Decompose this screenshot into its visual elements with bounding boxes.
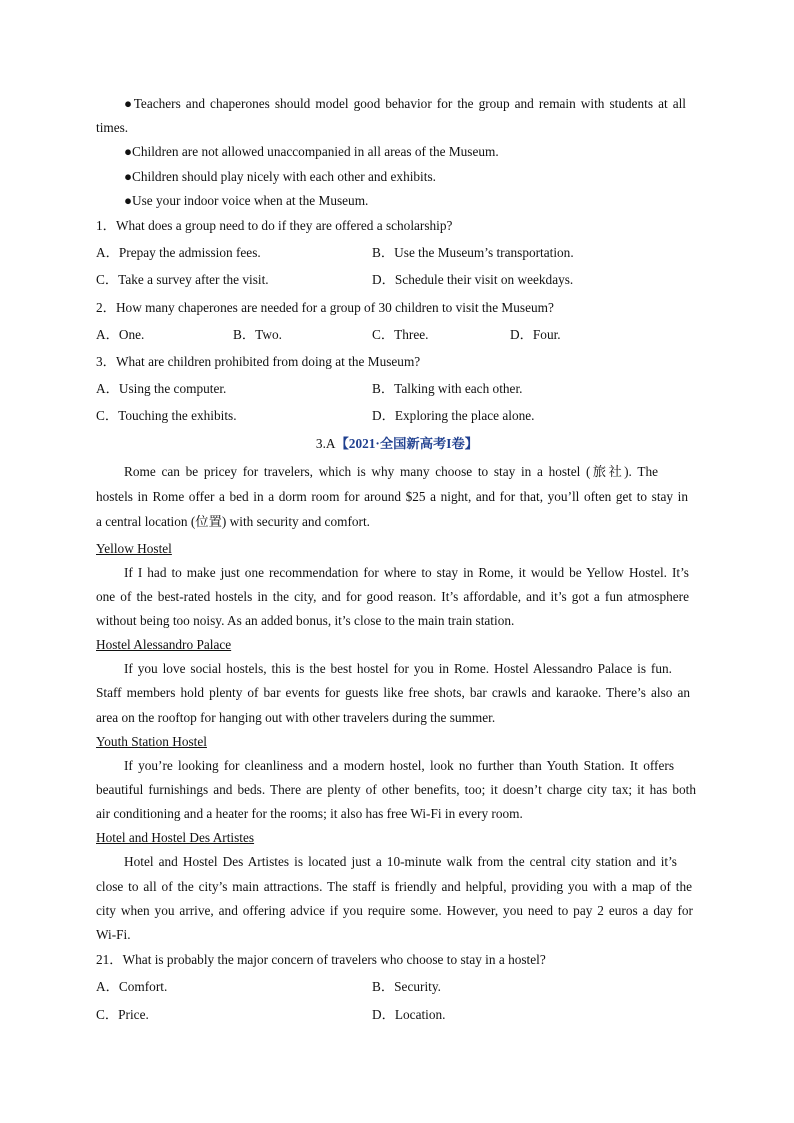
hostel-3-line-3: air conditioning and a heater for the rooms; it also has free Wi-Fi in every room. <box>96 806 523 821</box>
rule-line-4: ●Use your indoor voice when at the Museum. <box>124 193 369 208</box>
rule-line-3: ●Children should play nicely with each other and exhibits. <box>124 169 436 184</box>
question-2-stem: 2．How many chaperones are needed for a group of 30 children to visit the Museum? <box>96 300 554 315</box>
hostel-4-line-2: close to all of the city’s main attractions. The staff is friendly and helpful, providing you with a map of the <box>96 879 692 894</box>
rule-line-2: ●Children are not allowed unaccompanied in all areas of the Museum. <box>124 144 499 159</box>
question-2-option-c: C．Three. <box>372 327 429 342</box>
section-source-tag: 【2021·全国新高考I卷】 <box>335 436 479 451</box>
question-21-option-b: B．Security. <box>372 979 441 994</box>
hostel-4-line-3: city when you arrive, and offering advice if you require some. However, you need to pay 2 euros a day for <box>96 903 693 918</box>
hostel-1-line-3: without being too noisy. As an added bonus, it’s close to the main train station. <box>96 613 515 628</box>
question-1-option-c: C．Take a survey after the visit. <box>96 272 269 287</box>
question-3-option-d: D．Exploring the place alone. <box>372 408 535 423</box>
hostel-4-title: Hotel and Hostel Des Artistes <box>96 830 255 845</box>
hostel-3-title: Youth Station Hostel <box>96 734 207 749</box>
intro-line-2: hostels in Rome offer a bed in a dorm room for around $25 a night, and for that, you’ll often get to stay in <box>96 489 688 504</box>
question-21-stem: 21．What is probably the major concern of travelers who choose to stay in a hostel? <box>96 952 546 967</box>
hostel-3-line-2: beautiful furnishings and beds. There are plenty of other benefits, too; it doesn’t charge city tax; it has both <box>96 782 696 797</box>
question-1-stem: 1．What does a group need to do if they are offered a scholarship? <box>96 218 453 233</box>
rule-line-1-cont: times. <box>96 120 129 135</box>
question-3-stem: 3．What are children prohibited from doing at the Museum? <box>96 354 421 369</box>
question-2-option-a: A．One. <box>96 327 145 342</box>
hostel-1-title: Yellow Hostel <box>96 541 172 556</box>
hostel-2-title: Hostel Alessandro Palace <box>96 637 232 652</box>
question-1-option-d: D．Schedule their visit on weekdays. <box>372 272 574 287</box>
hostel-4-line-1: Hotel and Hostel Des Artistes is located just a 10-minute walk from the central city station and it’s <box>124 854 677 869</box>
question-2-option-b: B．Two. <box>233 327 282 342</box>
hostel-1-line-2: one of the best-rated hostels in the city, and for good reason. It’s affordable, and it’s got a fun atmosphere <box>96 589 689 604</box>
question-1-option-a: A．Prepay the admission fees. <box>96 245 261 260</box>
question-2-option-d: D．Four. <box>510 327 561 342</box>
hostel-4-line-4: Wi-Fi. <box>96 927 131 942</box>
hostel-3-line-1: If you’re looking for cleanliness and a modern hostel, look no further than Youth Station. It offers <box>124 758 674 773</box>
section-heading <box>0 436 794 452</box>
hostel-1-line-1: If I had to make just one recommendation for where to stay in Rome, it would be Yellow Hostel. It’s <box>124 565 689 580</box>
question-1-option-b: B．Use the Museum’s transportation. <box>372 245 574 260</box>
intro-line-1: Rome can be pricey for travelers, which is why many choose to stay in a hostel (旅社). The <box>124 464 658 479</box>
hostel-2-line-3: area on the rooftop for hanging out with other travelers during the summer. <box>96 710 496 725</box>
intro-line-3: a central location (位置) with security and comfort. <box>96 514 370 529</box>
section-prefix: 3.A <box>315 436 336 451</box>
rule-line-1: ●Teachers and chaperones should model good behavior for the group and remain with students at all <box>124 96 686 111</box>
question-21-option-d: D．Location. <box>372 1007 446 1022</box>
question-3-option-c: C．Touching the exhibits. <box>96 408 237 423</box>
question-21-option-c: C．Price. <box>96 1007 149 1022</box>
question-21-option-a: A．Comfort. <box>96 979 168 994</box>
question-3-option-b: B．Talking with each other. <box>372 381 523 396</box>
hostel-2-line-2: Staff members hold plenty of bar events for guests like free shots, bar crawls and karaoke. There’s also an <box>96 685 690 700</box>
hostel-2-line-1: If you love social hostels, this is the best hostel for you in Rome. Hostel Alessandro Palace is fun. <box>124 661 672 676</box>
question-3-option-a: A．Using the computer. <box>96 381 227 396</box>
